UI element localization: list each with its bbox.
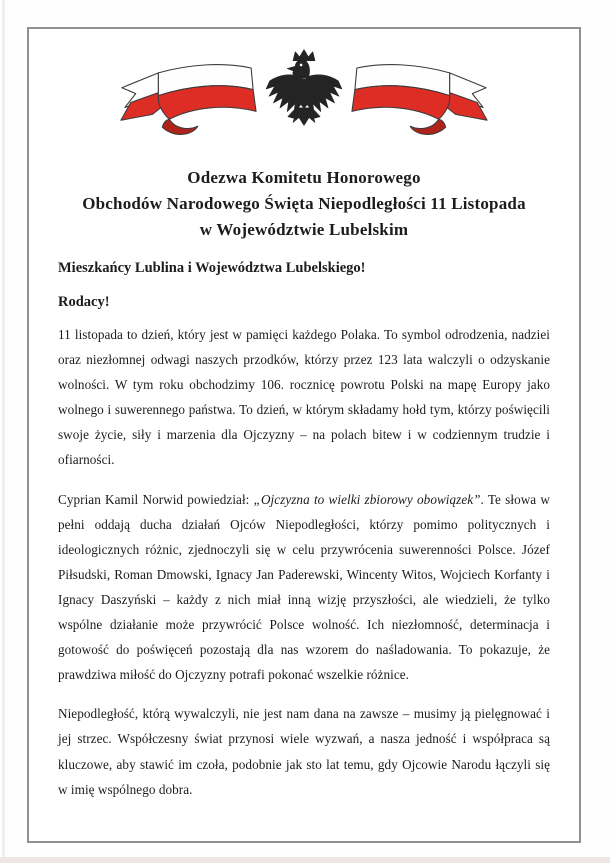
- paragraph-segment: . Te słowa w pełni oddają ducha działań Ojców Niepodległości, którzy pomimo politycznych i ideologicznych różnic, zjednoczyli się w celu przywrócenia suwerenności Polsce. Józef Piłsudski, Roman Dmowski, Ignacy Jan Paderewski, Wincenty Witos, Wojciech Korfanty i Ignacy Daszyński – każdy z nich miał inną wizję przyszłości, ale wiedzieli, że tylko wspólne działanie może przywrócić Polsce wolność. Ich niezłomność, determinacja i gotowość do poświęceń pozostają dla nas wzorem do naśladowania. To pokazuje, że prawdziwa miłość do Ojczyzny potrafi pokonać wszelkie różnice.: [58, 491, 550, 683]
- eagle-eye: [300, 64, 303, 67]
- scan-artifact-bottom: [0, 857, 610, 863]
- polish-flag-ribbon-left-icon: [113, 61, 261, 145]
- salutation-residents: Mieszkańcy Lublina i Województwa Lubelskiego!: [58, 260, 366, 276]
- paragraph-segment: Cyprian Kamil Norwid powiedział:: [58, 491, 254, 507]
- paragraph-2: [58, 487, 550, 688]
- document-body: [58, 322, 550, 802]
- paragraph-3: [58, 701, 550, 801]
- scan-artifact-left: [2, 0, 5, 863]
- document-title: [58, 165, 550, 243]
- salutation-compatriots: Rodacy!: [58, 294, 110, 310]
- polish-eagle-emblem-icon: [264, 48, 344, 143]
- document-border-frame: [27, 27, 581, 843]
- paragraph-segment: „Ojczyzna to wielki zbiorowy obowiązek”: [253, 491, 481, 507]
- paragraph-segment: 11 listopada to dzień, który jest w pamięci każdego Polaka. To symbol odrodzenia, nadziei oraz niezłomnej odwagi naszych przodków, którzy przez 123 lata walczyli o odzyskanie wolności. W tym roku obchodzimy 106. rocznicę powrotu Polski na mapę Europy jako wolnego i suwerennego państwa. To dzień, w którym składamy hołd tym, którzy poświęcili swoje życie, siły i marzenia dla Ojczyzny – na polach bitew i w codziennym trudzie i ofiarności.: [58, 327, 550, 468]
- polish-flag-ribbon-right-icon: [347, 61, 495, 145]
- title-line-1: Odezwa Komitetu Honorowego: [187, 168, 421, 187]
- national-emblem-header: [58, 48, 550, 144]
- title-line-2: Obchodów Narodowego Święta Niepodległości 11 Listopada: [82, 194, 526, 213]
- title-line-3: w Województwie Lubelskim: [199, 220, 409, 239]
- paragraph-1: [58, 322, 550, 473]
- paragraph-segment: Niepodległość, którą wywalczyli, nie jest nam dana na zawsze – musimy ją pielęgnować i jej strzec. Współczesny świat przynosi wiele wyzwań, a nasza jedność i współpraca są kluczowe, aby stawić im czoła, podobnie jak sto lat temu, gdy Ojcowie Narodu łączyli się w imię wspólnego dobra.: [58, 706, 550, 797]
